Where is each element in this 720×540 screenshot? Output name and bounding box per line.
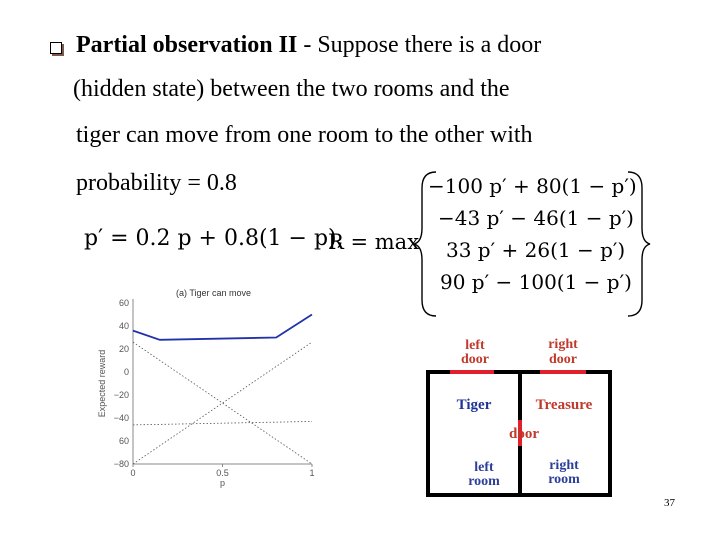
x-tick-label: 0 [130,468,136,478]
reward-row-2: −43 p′ − 46(1 − p′) [438,206,634,230]
y-tick-label: 40 [118,321,129,331]
reward-row-4: 90 p′ − 100(1 − p′) [440,270,632,294]
y-tick-label: −80 [113,459,129,469]
y-tick-label: 0 [123,367,129,377]
transition-formula: p′ = 0.2 p + 0.8(1 − p), [84,226,344,251]
bullet-rest: - Suppose there is a door [297,32,542,58]
reward-row-1: −100 p′ + 80(1 − p′) [428,174,637,198]
bullet-line-3: tiger can move from one room to the other with [76,122,533,148]
x-tick-label: 0.5 [216,468,229,478]
chart-title: (a) Tiger can move [176,288,252,298]
y-tick-label: −40 [113,413,129,423]
slide-number: 37 [664,497,675,509]
chart-ylabel: Expected reward [97,349,107,418]
right-room-label-2: room [548,472,580,487]
chart-xlabel: p [219,478,226,488]
y-tick-label: 20 [118,344,129,354]
reward-row-3: 33 p′ + 26(1 − p′) [446,238,626,262]
right-door-label-2: door [549,352,577,367]
reward-lhs: R = max [328,230,420,254]
y-tick-label: −20 [113,390,129,400]
left-door-label-1: left [465,338,485,353]
middle-door-label: door [509,426,539,442]
bullet-line-2: (hidden state) between the two rooms and the [73,76,510,102]
left-room-label-2: room [468,474,500,489]
bullet-line-4: probability = 0.8 [76,170,237,196]
left-door-label-2: door [461,352,489,367]
tiger-label: Tiger [456,397,492,413]
y-tick-label: 60 [118,298,129,308]
right-door-label-1: right [548,337,578,352]
y-tick-label: 60 [118,436,129,446]
bullet-title: Partial observation II [76,32,298,58]
x-tick-label: 1 [309,468,315,478]
right-room-label-1: right [549,458,579,473]
treasure-label: Treasure [535,397,593,413]
left-room-label-1: left [474,460,494,475]
